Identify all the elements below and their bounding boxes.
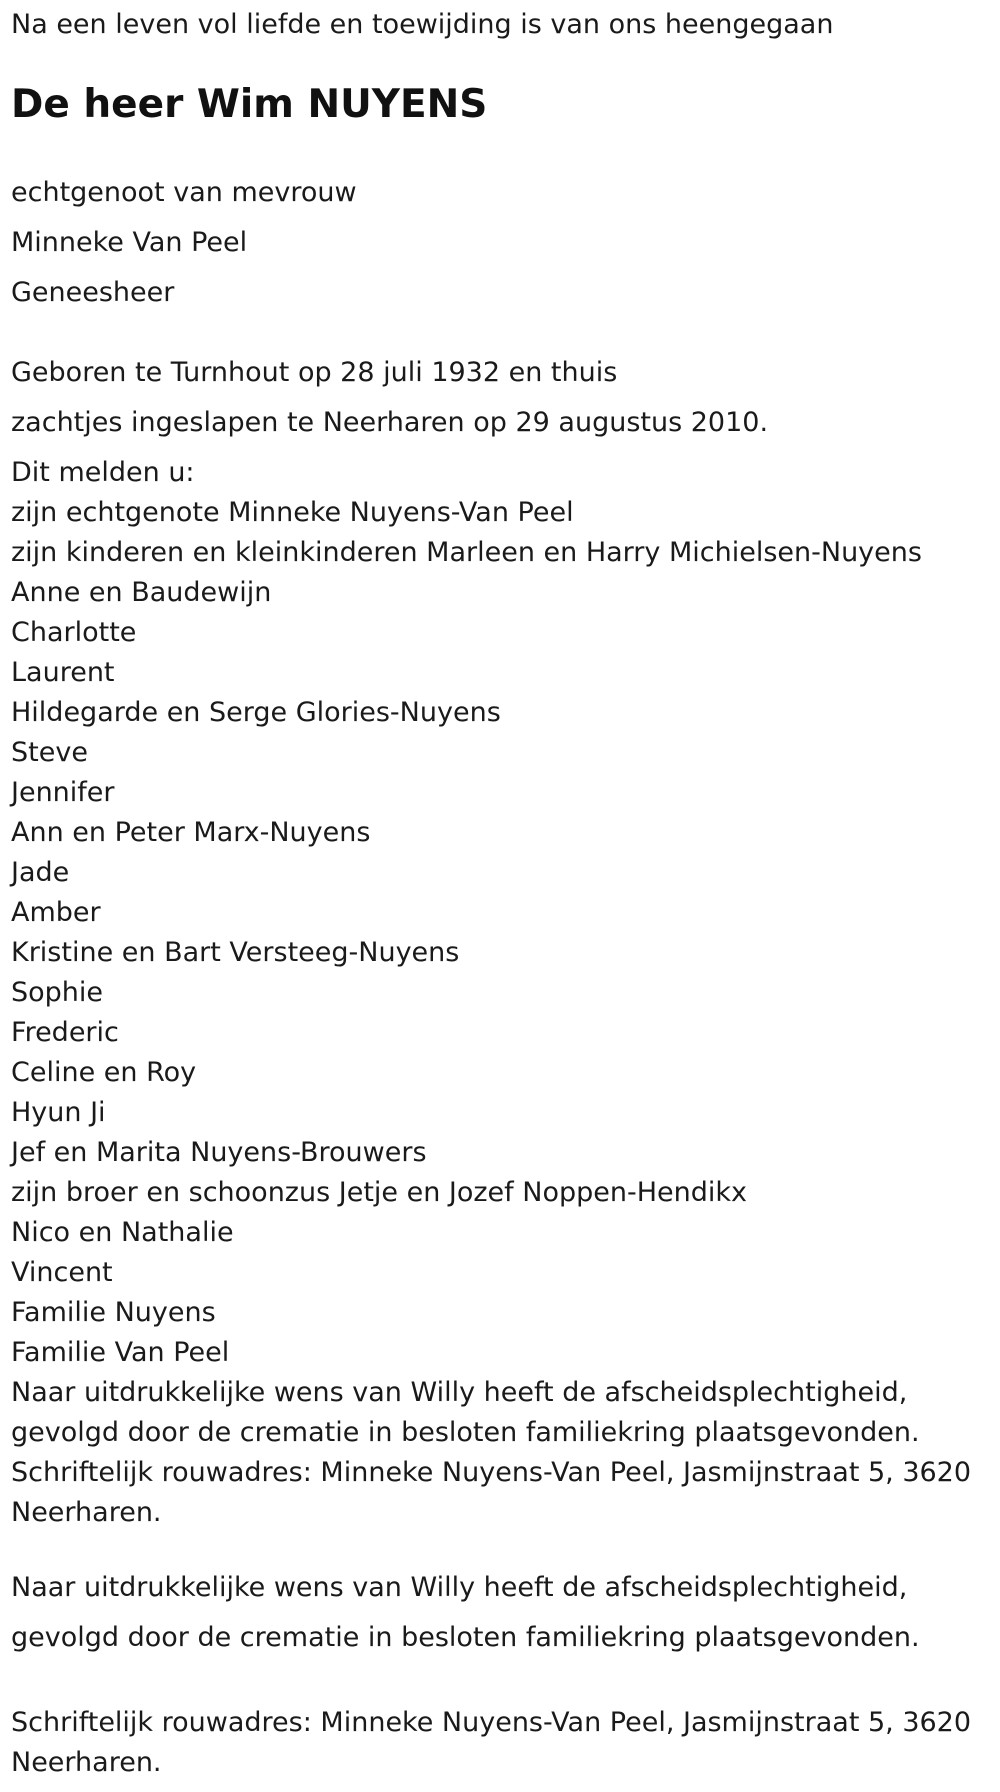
announcement-line: Charlotte bbox=[11, 617, 137, 648]
announcement-line: Familie Nuyens bbox=[11, 1297, 216, 1328]
announcement-line: Kristine en Bart Versteeg-Nuyens bbox=[11, 937, 460, 968]
announcement-line: Jef en Marita Nuyens-Brouwers bbox=[11, 1137, 427, 1168]
announcement-line: zijn echtgenote Minneke Nuyens-Van Peel bbox=[11, 497, 574, 528]
spouse-label: echtgenoot van mevrouw bbox=[11, 177, 357, 208]
announcement-line: Nico en Nathalie bbox=[11, 1217, 234, 1248]
announcement-line: Neerharen. bbox=[11, 1497, 162, 1528]
announcement-line: zijn broer en schoonzus Jetje en Jozef Noppen-Hendikx bbox=[11, 1177, 748, 1208]
death-line: zachtjes ingeslapen te Neerharen op 29 augustus 2010. bbox=[11, 407, 769, 438]
announcement-line: Steve bbox=[11, 737, 88, 768]
announcement-line: gevolgd door de crematie in besloten familiekring plaatsgevonden. bbox=[11, 1417, 920, 1448]
spouse-name: Minneke Van Peel bbox=[11, 227, 248, 258]
announcement-line: Naar uitdrukkelijke wens van Willy heeft de afscheidsplechtigheid, bbox=[11, 1377, 908, 1408]
intro-text: Na een leven vol liefde en toewijding is van ons heengegaan bbox=[11, 9, 834, 40]
announcement-line: Schriftelijk rouwadres: Minneke Nuyens-Van Peel, Jasmijnstraat 5, 3620 bbox=[11, 1457, 972, 1488]
announcement-line: Amber bbox=[11, 897, 101, 928]
announcement-line: Hyun Ji bbox=[11, 1097, 106, 1128]
profession: Geneesheer bbox=[11, 277, 175, 308]
announcement-line: Frederic bbox=[11, 1017, 119, 1048]
announcement-list bbox=[11, 453, 971, 1533]
announcement-line: Anne en Baudewijn bbox=[11, 577, 272, 608]
announcement-line: Hildegarde en Serge Glories-Nuyens bbox=[11, 697, 501, 728]
announcement-line: zijn kinderen en kleinkinderen Marleen en Harry Michielsen-Nuyens bbox=[11, 537, 922, 568]
address-line-1: Schriftelijk rouwadres: Minneke Nuyens-Van Peel, Jasmijnstraat 5, 3620 bbox=[11, 1707, 972, 1738]
ceremony-line-1: Naar uitdrukkelijke wens van Willy heeft de afscheidsplechtigheid, bbox=[11, 1572, 908, 1603]
birth-line: Geboren te Turnhout op 28 juli 1932 en thuis bbox=[11, 357, 618, 388]
deceased-name: De heer Wim NUYENS bbox=[11, 82, 488, 127]
announcement-line: Jade bbox=[11, 857, 70, 888]
address-line-2: Neerharen. bbox=[11, 1747, 162, 1778]
announcement-line: Sophie bbox=[11, 977, 104, 1008]
announcement-line: Ann en Peter Marx-Nuyens bbox=[11, 817, 371, 848]
announcement-line: Jennifer bbox=[11, 777, 115, 808]
announcement-line: Laurent bbox=[11, 657, 115, 688]
announcement-line: Vincent bbox=[11, 1257, 113, 1288]
ceremony-line-2: gevolgd door de crematie in besloten familiekring plaatsgevonden. bbox=[11, 1622, 920, 1653]
announcement-line: Celine en Roy bbox=[11, 1057, 197, 1088]
announcement-line: Dit melden u: bbox=[11, 457, 195, 488]
announcement-line: Familie Van Peel bbox=[11, 1337, 230, 1368]
